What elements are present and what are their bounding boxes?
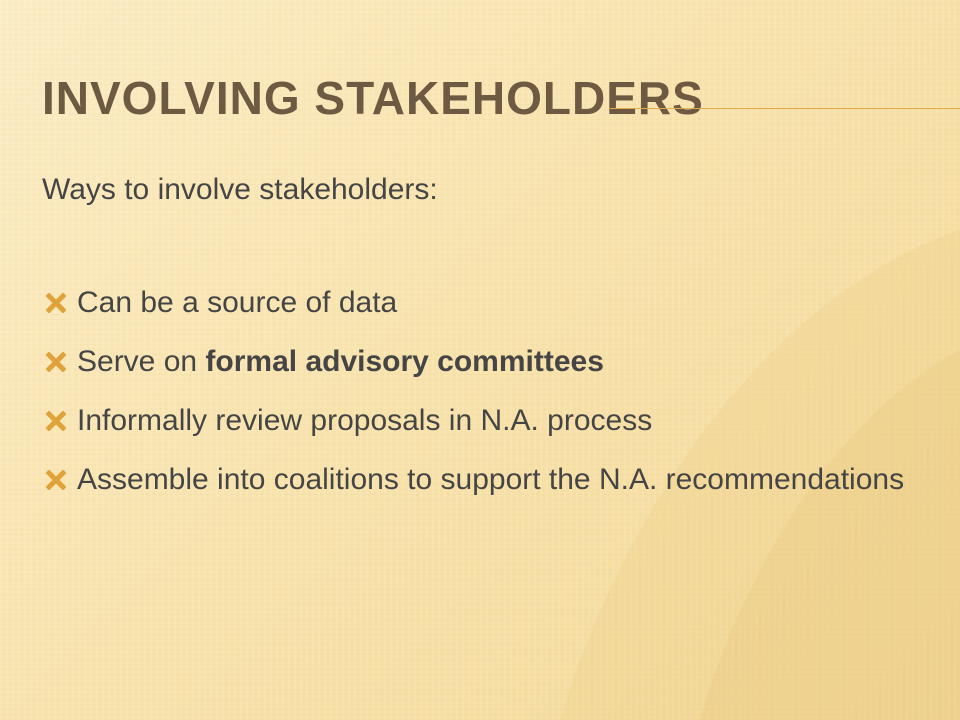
bullet-text: Assemble into coalitions to support the N.A. recommendations xyxy=(77,463,905,496)
bullet-list xyxy=(42,283,922,499)
bullet-emphasis: formal advisory committees xyxy=(205,345,604,378)
bullet-text: Serve on xyxy=(77,345,206,378)
slide-title: INVOLVING STAKEHOLDERS xyxy=(42,72,704,124)
x-bullet-icon xyxy=(46,470,66,490)
bullet-text: Can be a source of data xyxy=(77,286,398,319)
bullet-item xyxy=(42,283,922,322)
lead-text: Ways to involve stakeholders: xyxy=(42,173,438,206)
bullet-item xyxy=(42,401,922,440)
x-bullet-icon xyxy=(46,293,66,313)
bullet-text: Informally review proposals in N.A. process xyxy=(77,404,653,437)
x-bullet-icon xyxy=(46,352,66,372)
bullet-item xyxy=(42,460,922,499)
title-rule xyxy=(610,108,960,109)
bullet-item xyxy=(42,342,922,381)
x-bullet-icon xyxy=(46,411,66,431)
